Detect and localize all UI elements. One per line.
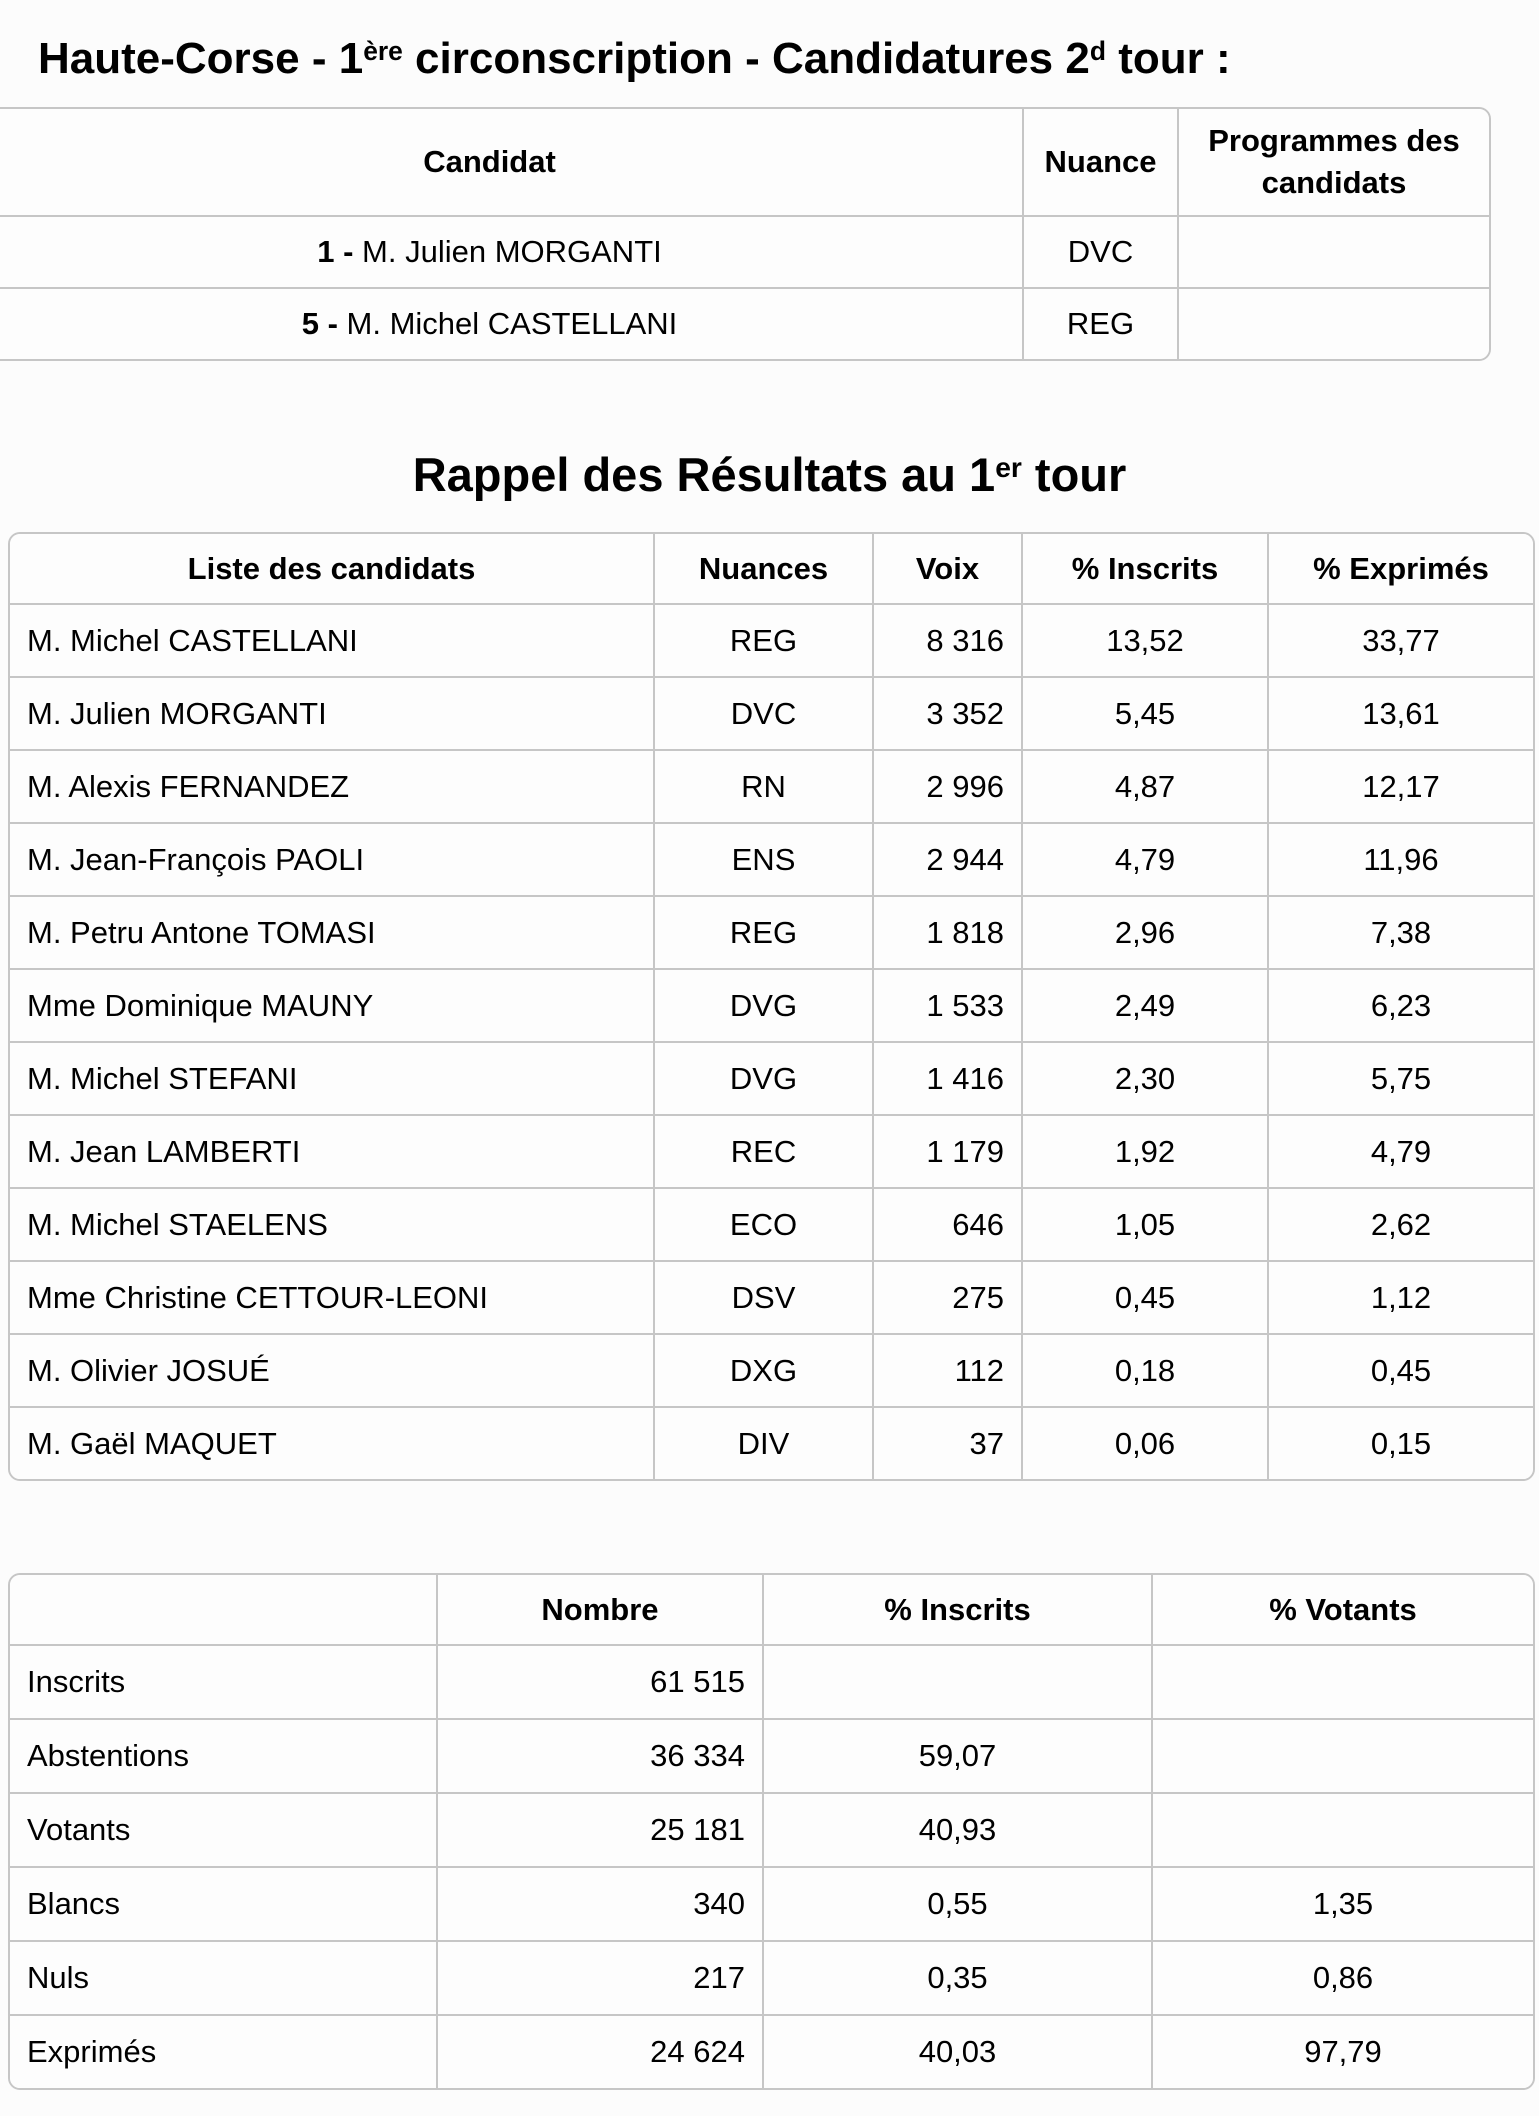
nuance-cell: RN bbox=[654, 750, 873, 823]
candidat-column-header: Candidat bbox=[0, 109, 1023, 216]
pct-exprimes-cell: 7,38 bbox=[1268, 896, 1533, 969]
table-row bbox=[10, 969, 1533, 1042]
candidate-name-cell: M. Michel STAELENS bbox=[10, 1188, 654, 1261]
nombre-cell: 217 bbox=[437, 1941, 763, 2015]
table-row bbox=[10, 2015, 1533, 2088]
candidate-name-cell bbox=[0, 216, 1023, 288]
pct-exprimes-cell: 12,17 bbox=[1268, 750, 1533, 823]
pct-inscrits-cell: 0,06 bbox=[1022, 1407, 1268, 1479]
programme-cell bbox=[1178, 288, 1489, 359]
candidate-name-cell: Mme Christine CETTOUR-LEONI bbox=[10, 1261, 654, 1334]
candidate-name-cell: M. Alexis FERNANDEZ bbox=[10, 750, 654, 823]
pct-exprimes-cell: 5,75 bbox=[1268, 1042, 1533, 1115]
row-label-cell: Nuls bbox=[10, 1941, 437, 2015]
pct-votants-cell: 1,35 bbox=[1152, 1867, 1533, 1941]
results-header-row bbox=[10, 534, 1533, 604]
nombre-cell: 340 bbox=[437, 1867, 763, 1941]
pct-exprimes-cell: 1,12 bbox=[1268, 1261, 1533, 1334]
voix-cell: 3 352 bbox=[873, 677, 1022, 750]
pct-exprimes-cell: 0,15 bbox=[1268, 1407, 1533, 1479]
results-heading bbox=[0, 447, 1539, 502]
nuance-cell: DVC bbox=[1023, 216, 1178, 288]
pct-inscrits-cell: 59,07 bbox=[763, 1719, 1152, 1793]
pct-inscrits-cell: 0,55 bbox=[763, 1867, 1152, 1941]
row-label-cell: Votants bbox=[10, 1793, 437, 1867]
table-row bbox=[0, 288, 1489, 359]
pct-exprimes-cell: 0,45 bbox=[1268, 1334, 1533, 1407]
voix-cell: 1 533 bbox=[873, 969, 1022, 1042]
nombre-column-header: Nombre bbox=[437, 1575, 763, 1645]
table-row bbox=[10, 1188, 1533, 1261]
voix-cell: 37 bbox=[873, 1407, 1022, 1479]
pct-inscrits-column-header: % Inscrits bbox=[763, 1575, 1152, 1645]
row-label-cell: Exprimés bbox=[10, 2015, 437, 2088]
results-heading-text: tour bbox=[1021, 448, 1127, 501]
pct-votants-cell bbox=[1152, 1719, 1533, 1793]
pct-inscrits-cell: 0,18 bbox=[1022, 1334, 1268, 1407]
voix-cell: 1 818 bbox=[873, 896, 1022, 969]
table-row bbox=[10, 1645, 1533, 1719]
nuance-cell: DXG bbox=[654, 1334, 873, 1407]
page-title-text: circonscription - Candidatures 2 bbox=[402, 34, 1090, 84]
pct-inscrits-cell: 1,05 bbox=[1022, 1188, 1268, 1261]
candidate-number: 5 - bbox=[301, 306, 347, 341]
pct-exprimes-cell: 2,62 bbox=[1268, 1188, 1533, 1261]
table-row bbox=[10, 604, 1533, 677]
results-heading-superscript-er: er bbox=[995, 450, 1022, 483]
candidate-name-cell: M. Michel CASTELLANI bbox=[10, 604, 654, 677]
candidate-name-cell: M. Michel STEFANI bbox=[10, 1042, 654, 1115]
pct-inscrits-cell: 40,93 bbox=[763, 1793, 1152, 1867]
voix-cell: 2 996 bbox=[873, 750, 1022, 823]
nuance-cell: DIV bbox=[654, 1407, 873, 1479]
voix-column-header: Voix bbox=[873, 534, 1022, 604]
nuance-cell: DSV bbox=[654, 1261, 873, 1334]
nuance-cell: DVC bbox=[654, 677, 873, 750]
nombre-cell: 25 181 bbox=[437, 1793, 763, 1867]
row-label-cell: Inscrits bbox=[10, 1645, 437, 1719]
table-row bbox=[10, 1334, 1533, 1407]
participation-header-row bbox=[10, 1575, 1533, 1645]
nuance-column-header: Nuance bbox=[1023, 109, 1178, 216]
nuances-column-header: Nuances bbox=[654, 534, 873, 604]
table-row bbox=[10, 1867, 1533, 1941]
page-title-superscript-ere: ère bbox=[363, 36, 403, 67]
nuance-cell: DVG bbox=[654, 969, 873, 1042]
pct-inscrits-cell: 2,49 bbox=[1022, 969, 1268, 1042]
candidate-number: 1 - bbox=[317, 234, 363, 269]
candidate-name: M. Michel CASTELLANI bbox=[346, 306, 678, 341]
pct-inscrits-cell: 40,03 bbox=[763, 2015, 1152, 2088]
voix-cell: 112 bbox=[873, 1334, 1022, 1407]
row-label-cell: Abstentions bbox=[10, 1719, 437, 1793]
pct-votants-cell bbox=[1152, 1645, 1533, 1719]
page-title-text: Haute-Corse - 1 bbox=[38, 34, 364, 84]
nuance-cell: REC bbox=[654, 1115, 873, 1188]
programme-cell bbox=[1178, 216, 1489, 288]
participation-table bbox=[8, 1573, 1535, 2090]
table-row bbox=[10, 677, 1533, 750]
pct-exprimes-cell: 33,77 bbox=[1268, 604, 1533, 677]
table-row bbox=[10, 750, 1533, 823]
results-table bbox=[8, 532, 1535, 1481]
table-row bbox=[10, 1941, 1533, 2015]
pct-inscrits-cell: 2,30 bbox=[1022, 1042, 1268, 1115]
table-row bbox=[10, 1719, 1533, 1793]
liste-candidats-column-header: Liste des candidats bbox=[10, 534, 654, 604]
voix-cell: 1 416 bbox=[873, 1042, 1022, 1115]
pct-inscrits-cell: 4,87 bbox=[1022, 750, 1268, 823]
pct-inscrits-cell: 2,96 bbox=[1022, 896, 1268, 969]
pct-inscrits-cell bbox=[763, 1645, 1152, 1719]
empty-column-header bbox=[10, 1575, 437, 1645]
nuance-cell: REG bbox=[654, 604, 873, 677]
candidate-name-cell: M. Olivier JOSUÉ bbox=[10, 1334, 654, 1407]
results-heading-text: Rappel des Résultats au 1 bbox=[412, 448, 996, 501]
candidate-name: M. Julien MORGANTI bbox=[362, 234, 662, 269]
page-title-text: tour : bbox=[1105, 34, 1231, 84]
pct-inscrits-cell: 0,45 bbox=[1022, 1261, 1268, 1334]
table-row bbox=[0, 216, 1489, 288]
voix-cell: 1 179 bbox=[873, 1115, 1022, 1188]
pct-inscrits-cell: 1,92 bbox=[1022, 1115, 1268, 1188]
candidate-name-cell: Mme Dominique MAUNY bbox=[10, 969, 654, 1042]
pct-votants-cell bbox=[1152, 1793, 1533, 1867]
pct-votants-cell: 0,86 bbox=[1152, 1941, 1533, 2015]
table-row bbox=[10, 1261, 1533, 1334]
table-row bbox=[10, 1407, 1533, 1479]
table-row bbox=[10, 896, 1533, 969]
nuance-cell: REG bbox=[1023, 288, 1178, 359]
nombre-cell: 36 334 bbox=[437, 1719, 763, 1793]
candidate-name-cell: M. Julien MORGANTI bbox=[10, 677, 654, 750]
pct-exprimes-cell: 13,61 bbox=[1268, 677, 1533, 750]
table-row bbox=[10, 1042, 1533, 1115]
nuance-cell: ENS bbox=[654, 823, 873, 896]
candidate-name-cell bbox=[0, 288, 1023, 359]
pct-inscrits-cell: 13,52 bbox=[1022, 604, 1268, 677]
voix-cell: 8 316 bbox=[873, 604, 1022, 677]
nombre-cell: 24 624 bbox=[437, 2015, 763, 2088]
pct-votants-cell: 97,79 bbox=[1152, 2015, 1533, 2088]
voix-cell: 646 bbox=[873, 1188, 1022, 1261]
voix-cell: 275 bbox=[873, 1261, 1022, 1334]
table-row bbox=[10, 823, 1533, 896]
pct-inscrits-cell: 5,45 bbox=[1022, 677, 1268, 750]
nuance-cell: DVG bbox=[654, 1042, 873, 1115]
pct-inscrits-column-header: % Inscrits bbox=[1022, 534, 1268, 604]
candidate-name-cell: M. Petru Antone TOMASI bbox=[10, 896, 654, 969]
pct-exprimes-cell: 11,96 bbox=[1268, 823, 1533, 896]
nombre-cell: 61 515 bbox=[437, 1645, 763, 1719]
pct-exprimes-cell: 6,23 bbox=[1268, 969, 1533, 1042]
table-row bbox=[10, 1793, 1533, 1867]
programmes-column-header: Programmes des candidats bbox=[1178, 109, 1489, 216]
nuance-cell: REG bbox=[654, 896, 873, 969]
voix-cell: 2 944 bbox=[873, 823, 1022, 896]
table-row bbox=[10, 1115, 1533, 1188]
candidate-name-cell: M. Jean LAMBERTI bbox=[10, 1115, 654, 1188]
candidatures-header-row bbox=[0, 109, 1489, 216]
candidate-name-cell: M. Gaël MAQUET bbox=[10, 1407, 654, 1479]
page-title-superscript-d: d bbox=[1089, 36, 1106, 67]
nuance-cell: ECO bbox=[654, 1188, 873, 1261]
pct-exprimes-cell: 4,79 bbox=[1268, 1115, 1533, 1188]
pct-exprimes-column-header: % Exprimés bbox=[1268, 534, 1533, 604]
pct-votants-column-header: % Votants bbox=[1152, 1575, 1533, 1645]
candidate-name-cell: M. Jean-François PAOLI bbox=[10, 823, 654, 896]
pct-inscrits-cell: 0,35 bbox=[763, 1941, 1152, 2015]
pct-inscrits-cell: 4,79 bbox=[1022, 823, 1268, 896]
page-title bbox=[38, 31, 1231, 86]
row-label-cell: Blancs bbox=[10, 1867, 437, 1941]
candidatures-table bbox=[0, 107, 1491, 361]
